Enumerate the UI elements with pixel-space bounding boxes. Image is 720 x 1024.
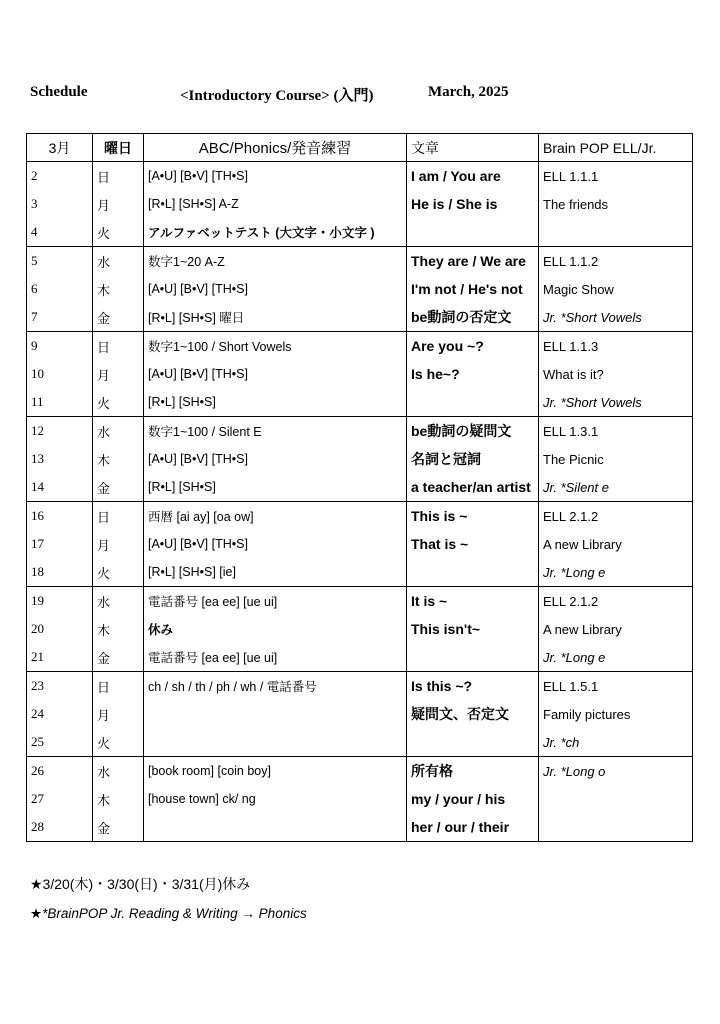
date-cell-text: 27 bbox=[31, 791, 44, 806]
date-cell bbox=[27, 445, 93, 473]
weekday-cell bbox=[93, 558, 144, 587]
brainpop-cell bbox=[539, 615, 693, 643]
sentence-cell-text: Is this ~? bbox=[411, 678, 473, 694]
phonics-cell bbox=[144, 502, 407, 531]
date-cell-text: 6 bbox=[31, 281, 38, 296]
weekday-cell-text: 水 bbox=[97, 254, 111, 270]
phonics-cell-text: [house town] ck/ ng bbox=[148, 792, 256, 806]
weekday-cell-text: 火 bbox=[97, 225, 111, 241]
phonics-cell-text: [book room] [coin boy] bbox=[148, 764, 271, 778]
table-row bbox=[27, 785, 693, 813]
sentence-cell bbox=[407, 502, 539, 531]
phonics-cell bbox=[144, 303, 407, 332]
weekday-cell bbox=[93, 615, 144, 643]
brainpop-cell-text: Jr. *Short Vowels bbox=[543, 394, 642, 410]
notes bbox=[30, 874, 690, 922]
date-cell-text: 12 bbox=[31, 423, 44, 438]
table-row bbox=[27, 615, 693, 643]
sentence-cell-text: It is ~ bbox=[411, 593, 448, 609]
sentence-cell-text: I am / You are bbox=[411, 168, 501, 184]
date-cell bbox=[27, 643, 93, 672]
table-row bbox=[27, 473, 693, 502]
weekday-cell-text: 木 bbox=[97, 792, 111, 808]
phonics-cell-text: [R•L] [SH•S] [ie] bbox=[148, 565, 236, 579]
phonics-cell bbox=[144, 388, 407, 417]
brainpop-cell-text: Jr. *Long e bbox=[543, 649, 606, 665]
weekday-cell-text: 水 bbox=[97, 764, 111, 780]
brainpop-cell-text: A new Library bbox=[543, 536, 622, 552]
brainpop-cell bbox=[539, 558, 693, 587]
month-year: March, 2025 bbox=[428, 84, 509, 100]
sentence-cell-text: I'm not / He's not bbox=[411, 281, 523, 297]
weekday-cell bbox=[93, 247, 144, 276]
weekday-cell bbox=[93, 218, 144, 247]
weekday-cell-text: 水 bbox=[97, 424, 111, 440]
brainpop-cell bbox=[539, 388, 693, 417]
phonics-cell-text: [A•U] [B•V] [TH•S] bbox=[148, 452, 248, 466]
weekday-cell-text: 木 bbox=[97, 452, 111, 468]
brainpop-cell-text: The Picnic bbox=[543, 451, 604, 467]
weekday-cell-text: 日 bbox=[97, 339, 111, 355]
phonics-cell bbox=[144, 813, 407, 842]
date-cell bbox=[27, 502, 93, 531]
table-row bbox=[27, 587, 693, 616]
sentence-cell-text: This is ~ bbox=[411, 508, 468, 524]
weekday-cell bbox=[93, 473, 144, 502]
weekday-cell-text: 月 bbox=[97, 367, 111, 383]
weekday-cell bbox=[93, 502, 144, 531]
date-cell bbox=[27, 303, 93, 332]
brainpop-cell bbox=[539, 445, 693, 473]
table-row bbox=[27, 530, 693, 558]
date-cell-text: 11 bbox=[31, 394, 44, 409]
weekday-cell-text: 月 bbox=[97, 707, 111, 723]
date-cell bbox=[27, 672, 93, 701]
weekday-cell bbox=[93, 785, 144, 813]
brainpop-cell bbox=[539, 275, 693, 303]
weekday-cell bbox=[93, 388, 144, 417]
date-cell-text: 9 bbox=[31, 338, 38, 353]
brainpop-cell bbox=[539, 700, 693, 728]
weekday-cell-text: 火 bbox=[97, 735, 111, 751]
date-cell bbox=[27, 388, 93, 417]
sentence-cell bbox=[407, 785, 539, 813]
date-cell-text: 4 bbox=[31, 224, 38, 239]
brainpop-cell-text: Jr. *Short Vowels bbox=[543, 309, 642, 325]
sentence-cell bbox=[407, 700, 539, 728]
date-cell bbox=[27, 615, 93, 643]
sentence-cell bbox=[407, 190, 539, 218]
sentence-cell bbox=[407, 360, 539, 388]
date-cell bbox=[27, 162, 93, 191]
table-row bbox=[27, 445, 693, 473]
weekday-cell-text: 水 bbox=[97, 594, 111, 610]
table-row bbox=[27, 558, 693, 587]
brainpop-cell-text: Jr. *Silent e bbox=[543, 479, 609, 495]
weekday-cell-text: 金 bbox=[97, 480, 111, 496]
brainpop-cell bbox=[539, 502, 693, 531]
brainpop-cell-text: ELL 2.1.2 bbox=[543, 593, 599, 609]
phonics-cell bbox=[144, 530, 407, 558]
date-cell bbox=[27, 587, 93, 616]
date-cell bbox=[27, 530, 93, 558]
table-row bbox=[27, 417, 693, 446]
brainpop-cell bbox=[539, 218, 693, 247]
brainpop-cell bbox=[539, 813, 693, 842]
table-row bbox=[27, 813, 693, 842]
brainpop-cell bbox=[539, 332, 693, 361]
schedule-body bbox=[27, 162, 693, 842]
sentence-cell bbox=[407, 615, 539, 643]
sentence-cell-text: 所有格 bbox=[411, 763, 453, 779]
phonics-cell bbox=[144, 332, 407, 361]
sentence-cell bbox=[407, 445, 539, 473]
brainpop-cell bbox=[539, 360, 693, 388]
weekday-cell bbox=[93, 360, 144, 388]
brainpop-cell-text: ELL 1.1.3 bbox=[543, 338, 599, 354]
course-title: <Introductory Course> (入門) bbox=[180, 88, 374, 104]
date-cell bbox=[27, 190, 93, 218]
weekday-cell bbox=[93, 757, 144, 786]
weekday-cell-text: 木 bbox=[97, 282, 111, 298]
phonics-cell bbox=[144, 643, 407, 672]
date-cell bbox=[27, 332, 93, 361]
brainpop-cell bbox=[539, 473, 693, 502]
sentence-cell bbox=[407, 530, 539, 558]
weekday-cell bbox=[93, 700, 144, 728]
date-cell-text: 26 bbox=[31, 763, 44, 778]
table-row bbox=[27, 247, 693, 276]
sentence-cell bbox=[407, 587, 539, 616]
table-row bbox=[27, 360, 693, 388]
phonics-cell-text: 電話番号 [ea ee] [ue ui] bbox=[148, 651, 278, 665]
phonics-cell-text: ch / sh / th / ph / wh / 電話番号 bbox=[148, 680, 317, 694]
date-cell-text: 5 bbox=[31, 253, 38, 268]
document-header bbox=[30, 84, 690, 104]
date-cell-text: 16 bbox=[31, 508, 44, 523]
weekday-cell-text: 金 bbox=[97, 820, 111, 836]
weekday-cell-text: 火 bbox=[97, 565, 111, 581]
phonics-cell bbox=[144, 162, 407, 191]
date-cell-text: 28 bbox=[31, 819, 44, 834]
phonics-cell bbox=[144, 360, 407, 388]
col-header-phonics: ABC/Phonics/発音練習 bbox=[144, 134, 407, 162]
sentence-cell-text: This isn't~ bbox=[411, 621, 481, 637]
phonics-cell bbox=[144, 417, 407, 446]
weekday-cell-text: 日 bbox=[97, 169, 111, 185]
table-row bbox=[27, 190, 693, 218]
weekday-cell bbox=[93, 728, 144, 757]
weekday-cell bbox=[93, 190, 144, 218]
sentence-cell-text: my / your / his bbox=[411, 791, 506, 807]
col-header-date: 3月 bbox=[27, 134, 93, 162]
sentence-cell bbox=[407, 672, 539, 701]
holiday-note: ★3/20(木)・3/30(日)・3/31(月)休み bbox=[30, 876, 251, 892]
date-cell bbox=[27, 360, 93, 388]
brainpop-cell-text: ELL 1.3.1 bbox=[543, 423, 599, 439]
date-cell-text: 13 bbox=[31, 451, 44, 466]
date-cell-text: 20 bbox=[31, 621, 44, 636]
sentence-cell bbox=[407, 218, 539, 247]
date-cell bbox=[27, 757, 93, 786]
table-row bbox=[27, 643, 693, 672]
date-cell-text: 23 bbox=[31, 678, 44, 693]
sentence-cell bbox=[407, 558, 539, 587]
phonics-cell-text: [R•L] [SH•S] bbox=[148, 480, 216, 494]
phonics-cell bbox=[144, 190, 407, 218]
sentence-cell bbox=[407, 473, 539, 502]
brainpop-cell bbox=[539, 247, 693, 276]
date-cell bbox=[27, 700, 93, 728]
table-row bbox=[27, 388, 693, 417]
table-row bbox=[27, 757, 693, 786]
sentence-cell bbox=[407, 728, 539, 757]
table-row bbox=[27, 162, 693, 191]
table-row bbox=[27, 303, 693, 332]
brainpop-cell bbox=[539, 162, 693, 191]
sentence-cell-text: Are you ~? bbox=[411, 338, 484, 354]
brainpop-cell-text: Family pictures bbox=[543, 706, 631, 722]
weekday-cell bbox=[93, 417, 144, 446]
phonics-cell-text: [R•L] [SH•S] A-Z bbox=[148, 197, 239, 211]
phonics-cell bbox=[144, 700, 407, 728]
weekday-cell bbox=[93, 530, 144, 558]
phonics-cell-text: 西暦 [ai ay] [oa ow] bbox=[148, 510, 254, 524]
weekday-cell bbox=[93, 643, 144, 672]
weekday-cell-text: 木 bbox=[97, 622, 111, 638]
sentence-cell-text: That is ~ bbox=[411, 536, 469, 552]
brainpop-cell-text: Jr. *ch bbox=[543, 734, 580, 750]
sentence-cell-text: 疑問文、否定文 bbox=[411, 706, 509, 722]
weekday-cell bbox=[93, 332, 144, 361]
phonics-cell-text: 数字1~100 / Silent E bbox=[148, 425, 262, 439]
phonics-cell bbox=[144, 757, 407, 786]
weekday-cell bbox=[93, 672, 144, 701]
date-cell-text: 10 bbox=[31, 366, 44, 381]
brainpop-cell bbox=[539, 190, 693, 218]
sentence-cell-text: 名詞と冠詞 bbox=[411, 451, 481, 467]
date-cell bbox=[27, 785, 93, 813]
brainpop-cell-text: Jr. *Long o bbox=[543, 763, 606, 779]
weekday-cell-text: 金 bbox=[97, 310, 111, 326]
brainpop-cell bbox=[539, 417, 693, 446]
col-header-sentence: 文章 bbox=[407, 134, 539, 162]
brainpop-cell bbox=[539, 672, 693, 701]
phonics-cell bbox=[144, 445, 407, 473]
phonics-cell bbox=[144, 587, 407, 616]
date-cell bbox=[27, 247, 93, 276]
phonics-cell bbox=[144, 558, 407, 587]
weekday-cell-text: 月 bbox=[97, 197, 111, 213]
date-cell bbox=[27, 218, 93, 247]
date-cell-text: 19 bbox=[31, 593, 44, 608]
date-cell-text: 18 bbox=[31, 564, 44, 579]
weekday-cell bbox=[93, 587, 144, 616]
sentence-cell bbox=[407, 303, 539, 332]
weekday-cell bbox=[93, 445, 144, 473]
weekday-cell-text: 金 bbox=[97, 650, 111, 666]
brainpop-cell bbox=[539, 757, 693, 786]
brainpop-cell-text: Jr. *Long e bbox=[543, 564, 606, 580]
phonics-cell bbox=[144, 473, 407, 502]
brainpop-cell-text: ELL 1.1.2 bbox=[543, 253, 599, 269]
sentence-cell bbox=[407, 813, 539, 842]
phonics-cell bbox=[144, 615, 407, 643]
brainpop-cell-text: The friends bbox=[543, 196, 609, 212]
date-cell bbox=[27, 813, 93, 842]
brainpop-cell-text: What is it? bbox=[543, 366, 604, 382]
phonics-cell bbox=[144, 672, 407, 701]
date-cell-text: 14 bbox=[31, 479, 44, 494]
phonics-cell-text: 休み bbox=[148, 623, 174, 637]
date-cell-text: 25 bbox=[31, 734, 44, 749]
sentence-cell bbox=[407, 388, 539, 417]
phonics-cell-text: [R•L] [SH•S] bbox=[148, 395, 216, 409]
table-row bbox=[27, 672, 693, 701]
table-row bbox=[27, 275, 693, 303]
phonics-cell bbox=[144, 218, 407, 247]
schedule-label: Schedule bbox=[30, 84, 88, 100]
weekday-cell bbox=[93, 813, 144, 842]
date-cell-text: 24 bbox=[31, 706, 44, 721]
phonics-cell bbox=[144, 728, 407, 757]
date-cell-text: 2 bbox=[31, 168, 38, 183]
sentence-cell-text: They are / We are bbox=[411, 253, 526, 269]
table-row bbox=[27, 502, 693, 531]
weekday-cell bbox=[93, 303, 144, 332]
table-row bbox=[27, 700, 693, 728]
table-row bbox=[27, 728, 693, 757]
date-cell-text: 17 bbox=[31, 536, 44, 551]
phonics-cell-text: アルファベットテスト (大文字・小文字 ) bbox=[148, 226, 375, 240]
brainpop-cell-text: Magic Show bbox=[543, 281, 614, 297]
col-header-weekday: 曜日 bbox=[93, 134, 144, 162]
sentence-cell bbox=[407, 757, 539, 786]
table-header-row bbox=[27, 134, 693, 162]
brainpop-cell-text: ELL 1.5.1 bbox=[543, 678, 599, 694]
date-cell-text: 3 bbox=[31, 196, 38, 211]
weekday-cell-text: 日 bbox=[97, 679, 111, 695]
phonics-cell-text: [A•U] [B•V] [TH•S] bbox=[148, 169, 248, 183]
sentence-cell bbox=[407, 417, 539, 446]
phonics-cell-text: [A•U] [B•V] [TH•S] bbox=[148, 367, 248, 381]
brainpop-note: ★*BrainPOP Jr. Reading & Writing → Phonics bbox=[30, 906, 307, 921]
weekday-cell-text: 火 bbox=[97, 395, 111, 411]
sentence-cell bbox=[407, 332, 539, 361]
weekday-cell-text: 日 bbox=[97, 509, 111, 525]
brainpop-cell bbox=[539, 587, 693, 616]
table-row bbox=[27, 332, 693, 361]
weekday-cell bbox=[93, 275, 144, 303]
sentence-cell bbox=[407, 643, 539, 672]
brainpop-cell bbox=[539, 530, 693, 558]
sentence-cell bbox=[407, 247, 539, 276]
phonics-cell bbox=[144, 785, 407, 813]
sentence-cell-text: He is / She is bbox=[411, 196, 498, 212]
date-cell bbox=[27, 275, 93, 303]
sentence-cell-text: be動詞の否定文 bbox=[411, 309, 512, 325]
brainpop-cell bbox=[539, 785, 693, 813]
phonics-cell-text: [A•U] [B•V] [TH•S] bbox=[148, 282, 248, 296]
brainpop-cell bbox=[539, 728, 693, 757]
date-cell-text: 21 bbox=[31, 649, 44, 664]
sentence-cell bbox=[407, 275, 539, 303]
date-cell-text: 7 bbox=[31, 309, 38, 324]
table-row bbox=[27, 218, 693, 247]
sentence-cell-text: Is he~? bbox=[411, 366, 460, 382]
phonics-cell-text: [R•L] [SH•S] 曜日 bbox=[148, 311, 245, 325]
phonics-cell-text: 数字1~20 A-Z bbox=[148, 255, 225, 269]
sentence-cell bbox=[407, 162, 539, 191]
phonics-cell-text: [A•U] [B•V] [TH•S] bbox=[148, 537, 248, 551]
date-cell bbox=[27, 417, 93, 446]
brainpop-cell-text: ELL 1.1.1 bbox=[543, 168, 599, 184]
sentence-cell-text: her / our / their bbox=[411, 819, 510, 835]
date-cell bbox=[27, 728, 93, 757]
col-header-brainpop: Brain POP ELL/Jr. bbox=[539, 134, 693, 162]
date-cell bbox=[27, 558, 93, 587]
phonics-cell bbox=[144, 247, 407, 276]
weekday-cell-text: 月 bbox=[97, 537, 111, 553]
phonics-cell-text: 電話番号 [ea ee] [ue ui] bbox=[148, 595, 278, 609]
weekday-cell bbox=[93, 162, 144, 191]
schedule-table bbox=[26, 133, 693, 842]
brainpop-cell-text: A new Library bbox=[543, 621, 622, 637]
date-cell bbox=[27, 473, 93, 502]
phonics-cell-text: 数字1~100 / Short Vowels bbox=[148, 340, 292, 354]
brainpop-cell-text: ELL 2.1.2 bbox=[543, 508, 599, 524]
brainpop-cell bbox=[539, 303, 693, 332]
sentence-cell-text: be動詞の疑問文 bbox=[411, 423, 512, 439]
sentence-cell-text: a teacher/an artist bbox=[411, 479, 531, 495]
phonics-cell bbox=[144, 275, 407, 303]
brainpop-cell bbox=[539, 643, 693, 672]
